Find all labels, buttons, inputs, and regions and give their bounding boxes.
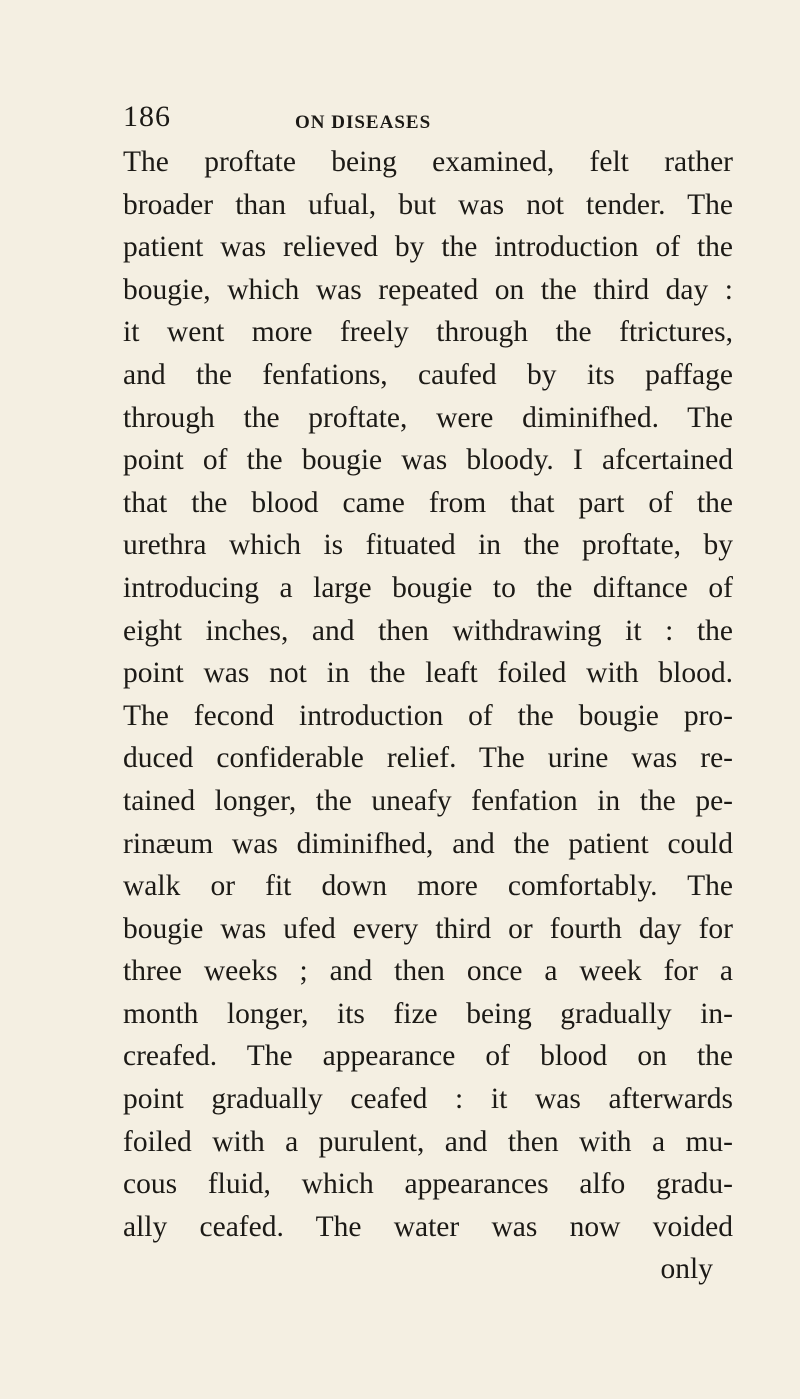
catchword-line bbox=[123, 1248, 733, 1291]
text-line: tained longer, the uneafy fenfation in the pe- bbox=[123, 784, 733, 817]
text-line: creafed. The appearance of blood on the bbox=[123, 1040, 733, 1073]
text-line: that the blood came from that part of the bbox=[123, 486, 733, 519]
text-line: point gradually ceafed : it was afterwards bbox=[123, 1083, 733, 1116]
text-line: walk or fit down more comfortably. The bbox=[123, 870, 733, 903]
text-line: The proftate being examined, felt rather bbox=[123, 146, 733, 178]
running-head: ON DISEASES bbox=[295, 112, 432, 133]
catchword: only bbox=[660, 1253, 713, 1286]
text-line: it went more freely through the ftrictures, bbox=[123, 316, 733, 349]
text-line: ally ceafed. The water was now voided bbox=[123, 1210, 733, 1243]
text-line: patient was relieved by the introduction of the bbox=[123, 231, 733, 264]
text-line: duced confiderable relief. The urine was re- bbox=[123, 742, 733, 775]
text-line: bougie was ufed every third or fourth day for bbox=[123, 912, 733, 945]
text-line: point was not in the leaft foiled with blood. bbox=[123, 657, 733, 690]
text-line: and the fenfations, caufed by its paffage bbox=[123, 358, 733, 391]
text-line: eight inches, and then withdrawing it : the bbox=[123, 614, 733, 647]
body-text bbox=[123, 141, 733, 1291]
text-line: cous fluid, which appearances alfo gradu- bbox=[123, 1168, 733, 1201]
text-line: The fecond introduction of the bougie pro- bbox=[123, 699, 733, 732]
text-line: through the proftate, were diminifhed. The bbox=[123, 401, 733, 434]
page-header bbox=[123, 100, 723, 140]
text-line: three weeks ; and then once a week for a bbox=[123, 955, 733, 988]
page-number: 186 bbox=[123, 100, 171, 133]
text-line: introducing a large bougie to the diftance of bbox=[123, 571, 733, 604]
text-line: broader than ufual, but was not tender. The bbox=[123, 188, 733, 221]
text-line: urethra which is fituated in the proftate, by bbox=[123, 529, 733, 562]
text-line: foiled with a purulent, and then with a mu- bbox=[123, 1125, 733, 1158]
text-line: bougie, which was repeated on the third day : bbox=[123, 273, 733, 306]
text-line: month longer, its fize being gradually in- bbox=[123, 997, 733, 1030]
text-line: rinæum was diminifhed, and the patient could bbox=[123, 827, 733, 860]
text-line: point of the bougie was bloody. I afcertained bbox=[123, 444, 733, 477]
